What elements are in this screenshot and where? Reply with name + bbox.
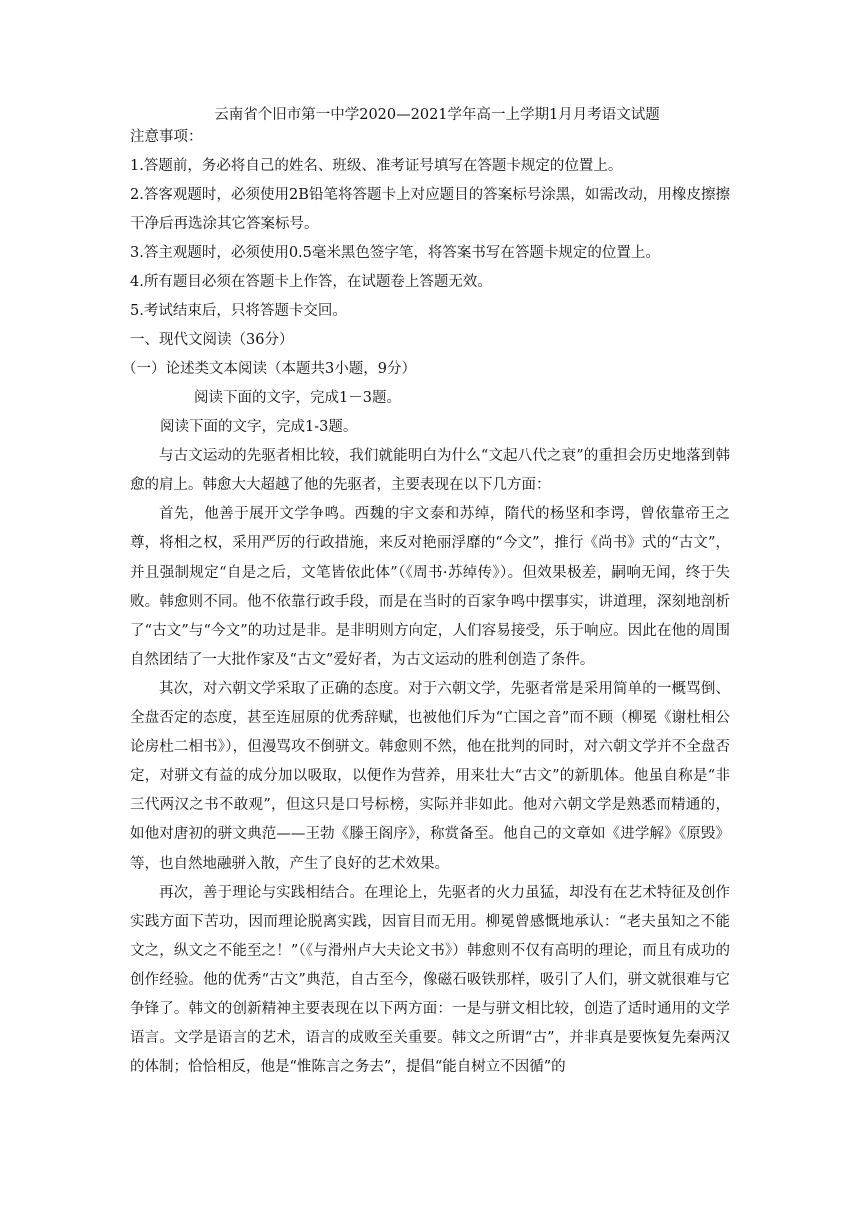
- exam-title: 云南省个旧市第一中学2020—2021学年高一上学期1月月考语文试题: [214, 107, 660, 123]
- passage-paragraph-1: 与古文运动的先驱者相比较，我们就能明白为什么“文起八代之衰”的重担会历史地落到韩愈的肩上。韩愈大大超越了他的先驱者，主要表现在以下几方面：: [130, 448, 730, 494]
- notice-heading: 注意事项：: [130, 129, 203, 145]
- passage-paragraph-3: 其次，对六朝文学采取了正确的态度。对于六朝文学，先驱者常是采用简单的一概骂倒、全盘否定的态度，甚至连屈原的优秀辞赋，也被他们斥为“亡国之音”而不顾（柳冕《谢杜相公论房杜二相书》），但漫骂攻不倒骈文。韩愈则不然，他在批判的同时，对六朝文学并不全盘否定，对骈文有益的成分加以吸取，以便作为营养，用来壮大“古文”的新肌体。他虽自称是“非三代两汉之书不敢观”，但这只是口号标榜，实际并非如此。他对六朝文学是熟悉而精通的，如他对唐初的骈文典范——王勃《滕王阁序》，称赏备至。他自己的文章如《进学解》《原毁》等，也自然地融骈入散，产生了良好的艺术效果。: [130, 680, 730, 872]
- passage-paragraph-4: 再次，善于理论与实践相结合。在理论上，先驱者的火力虽猛，却没有在艺术特征及创作实践方面下苦功，因而理论脱离实践，因盲目而无用。柳冕曾感慨地承认：“老夫虽知之不能文之，纵文之不能至之！”（《与滑州卢大夫论文书》）韩愈则不仅有高明的理论，而且有成功的创作经验。他的优秀“古文”典范，自古至今，像磁石吸铁那样，吸引了人们，骈文就很难与它争锋了。韩文的创新精神主要表现在以下两方面：一是与骈文相比较，创造了适时通用的文学语言。文学是语言的艺术，语言的成败至关重要。韩文之所谓“古”，并非真是要恢复先秦两汉的体制；恰恰相反，他是“惟陈言之务去”，提倡“能自树立不因循”的: [130, 884, 730, 1076]
- document-page: [122, 104, 730, 1082]
- notice-item-1: 1.答题前，务必将自己的姓名、班级、准考证号填写在答题卡规定的位置上。: [130, 158, 623, 174]
- section-subheading: （一）论述类文本阅读（本题共3小题，9分）: [122, 361, 416, 378]
- reading-instruction-1: 阅读下面的文字，完成1－3题。: [194, 390, 401, 407]
- notice-item-2: 2.答客观题时，必须使用2B铅笔将答题卡上对应题目的答案标号涂黑，如需改动，用橡皮擦擦干净后再选涂其它答案标号。: [130, 187, 730, 233]
- notice-item-5: 5.考试结束后，只将答题卡交回。: [130, 303, 347, 320]
- section-heading: 一、现代文阅读（36分）: [130, 332, 294, 349]
- reading-instruction-2: 阅读下面的文字，完成1-3题。: [160, 419, 358, 436]
- passage-paragraph-2: 首先，他善于展开文学争鸣。西魏的宇文泰和苏绰，隋代的杨坚和李谔，曾依靠帝王之尊，将相之权，采用严厉的行政措施，来反对艳丽浮靡的“今文”，推行《尚书》式的“古文”，并且强制规定“自是之后，文笔皆依此体”（《周书·苏绰传》）。但效果极差，嗣响无闻，终于失败。韩愈则不同。他不依靠行政手段，而是在当时的百家争鸣中摆事实，讲道理，深刻地剖析了“古文”与“今文”的功过是非。是非明则方向定，人们容易接受，乐于响应。因此在他的周围自然团结了一大批作家及“古文”爱好者，为古文运动的胜利创造了条件。: [130, 506, 730, 668]
- notice-item-3: 3.答主观题时，必须使用0.5毫米黑色签字笔，将答案书写在答题卡规定的位置上。: [130, 245, 660, 262]
- notice-item-4: 4.所有题目必须在答题卡上作答，在试题卷上答题无效。: [130, 274, 492, 291]
